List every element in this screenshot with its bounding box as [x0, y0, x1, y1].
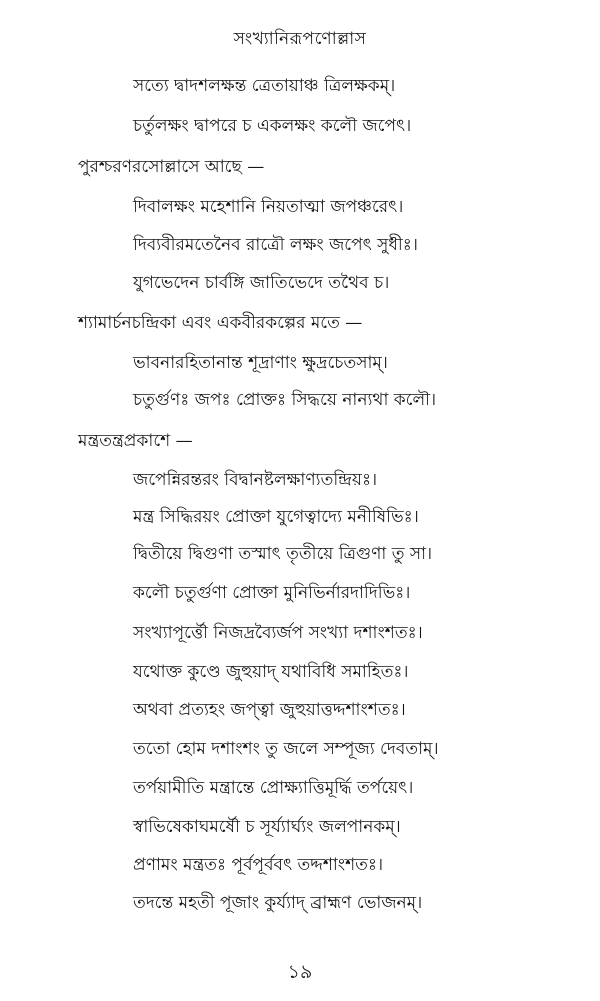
verse-line-4: দিব্যবীরমতেনৈব রাত্রৌ লক্ষং জপেৎ সুধীঃ।: [133, 235, 418, 255]
verse-line-14: অথবা প্রত্যহং জপ্ত্বা জুহুয়াত্তদ্দশাংশতঃ।: [133, 700, 406, 720]
verse-line-19: তদন্তে মহতী পূজাং কুর্য্যাদ্ ব্রাহ্মণ ভোজনম্।: [133, 893, 423, 913]
verse-line-8: জপেন্নিরন্তরং বিদ্বানষ্টলক্ষাণ্যতন্দ্রিয়ঃ।: [133, 470, 378, 490]
verse-line-15: ততো হোম দশাংশং তু জলে সম্পূজ্য দেবতাম্।: [133, 739, 439, 759]
page-number: ১৯: [287, 961, 313, 983]
verse-line-18: প্রণামং মন্ত্রতঃ পূর্বপূর্ববৎ তদ্দশাংশতঃ।: [133, 855, 384, 875]
verse-line-12: সংখ্যাপূর্ত্তৌ নিজদ্রব্যৈর্জপ সংখ্যা দশাংশতঃ।: [133, 623, 423, 643]
section-heading-1: পুরশ্চরণরসোল্লাসে আছে —: [78, 157, 265, 177]
verse-line-11: কলৌ চতুর্গুণা প্রোক্তা মুনিভির্নারদাদিভিঃ।: [133, 583, 411, 603]
verse-line-16: তর্পয়ামীতি মন্ত্রান্তে প্রোক্ষ্যাত্তিমূর্দ্ধি তর্পয়েৎ।: [133, 778, 414, 798]
section-heading-3: মন্ত্রতন্ত্রপ্রকাশে —: [78, 431, 193, 451]
verse-line-3: দিবালক্ষং মহেশানি নিয়তাত্মা জপঞ্চরেৎ।: [133, 197, 404, 217]
verse-line-1: সত্যে দ্বাদশলক্ষন্ত ত্রেতায়াঞ্চ ত্রিলক্ষকম্।: [133, 76, 396, 96]
verse-line-13: যথোক্ত কুণ্ডে জুহুয়াদ্ যথাবিধি সমাহিতঃ।: [133, 662, 409, 682]
verse-line-7: চতুর্গুণঃ জপঃ প্রোক্তঃ সিদ্ধয়ে নান্যথা কলৌ।: [133, 390, 437, 410]
verse-line-5: যুগভেদেন চার্বঙ্গি জাতিভেদে তথৈব চ।: [133, 273, 390, 293]
running-header: সংখ্যানিরূপণোল্লাস: [233, 29, 367, 49]
verse-line-6: ভাবনারহিতানান্ত শূদ্রাণাং ক্ষুদ্রচেতসাম্।: [133, 353, 388, 373]
section-heading-2: শ্যামার্চনচন্দ্রিকা এবং একবীরকল্পের মতে —: [78, 313, 363, 333]
verse-line-2: চর্তুলক্ষং দ্বাপরে চ একলক্ষং কলৌ জপেৎ।: [133, 116, 412, 136]
verse-line-9: মন্ত্র সিদ্ধিরয়ং প্রোক্তা যুগেত্বাদ্যে মনীষিভিঃ।: [133, 507, 419, 527]
verse-line-17: স্বাভিষেকাঘমর্ষৌ চ সূর্য্যার্ঘ্যং জলপানকম্।: [133, 817, 401, 837]
verse-line-10: দ্বিতীয়ে দ্বিগুণা তস্মাৎ তৃতীয়ে ত্রিগুণা তু সা।: [133, 544, 433, 564]
